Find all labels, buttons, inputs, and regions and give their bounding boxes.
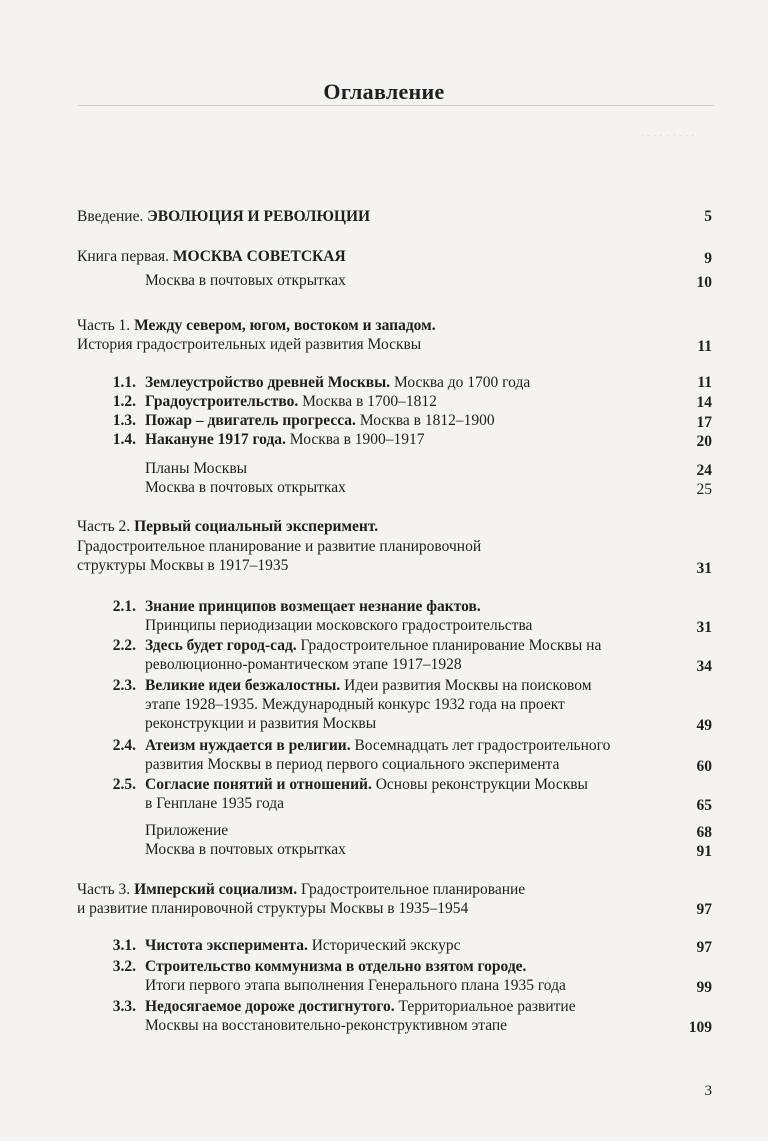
section-title: Накануне 1917 года. [145,431,286,448]
page-number: 11 [697,338,712,355]
section-title: Здесь будет город-сад. [145,637,297,654]
show-through-texture: · · · · · · · · · [640,130,695,142]
page-number: 10 [696,274,712,291]
entry-prefix: Часть 2. [77,518,131,535]
section-title: Градоустроительство. [145,393,299,410]
section-subtitle: Москвы на восстановительно-реконструктивном этапе [145,1017,508,1034]
section-title: Строительство коммунизма в отдельно взятом городе. [145,958,527,975]
page-number: 49 [696,717,712,734]
toc-subentry: Москва в почтовых открытках [145,841,346,858]
section-title: Пожар – двигатель прогресса. [145,412,356,429]
section-subtitle: Москва в 1812–1900 [359,412,495,429]
section-subtitle: реконструкции и развития Москвы [145,715,377,732]
toc-subentry: Москва в почтовых открытках [145,479,346,496]
page-number: 17 [696,414,712,431]
section-subtitle: Градостроительное планирование Москвы на [300,637,602,654]
toc-entry-part3 [77,880,525,900]
section-title: Великие идеи безжалостны. [145,677,341,694]
title-underline [78,105,714,106]
page-number: 25 [696,481,712,498]
toc-section [145,736,610,756]
section-subtitle: Принципы периодизации московского градостроительства [145,617,533,634]
section-number: 1.2. [112,393,136,410]
entry-title: ЭВОЛЮЦИЯ И РЕВОЛЮЦИИ [147,208,371,225]
section-subtitle: Восемнадцать лет градостроительного [354,737,611,754]
section-subtitle: Москва в 1900–1917 [289,431,425,448]
page-number: 24 [696,462,712,479]
entry-title: Первый социальный эксперимент. [134,518,379,535]
folio-page-number: 3 [704,1083,712,1099]
toc-entry-intro [77,207,370,227]
section-subtitle: в Генплане 1935 года [145,795,285,812]
entry-subtitle: Градостроительное планирование и развитие планировочной [77,538,482,555]
entry-subtitle: Градостроительное планирование [300,881,526,898]
page-number: 9 [704,250,712,267]
page-number: 99 [696,979,712,996]
section-number: 2.5. [112,776,136,793]
entry-subtitle: и развитие планировочной структуры Москвы в 1935–1954 [77,900,469,917]
entry-subtitle: структуры Москвы в 1917–1935 [77,557,289,574]
page-number: 68 [696,824,712,841]
page-number: 60 [696,758,712,775]
toc-entry-book1 [77,247,346,267]
section-number: 1.1. [112,374,136,391]
section-number: 1.3. [112,412,136,429]
section-number: 3.3. [112,998,136,1015]
section-number: 1.4. [112,431,136,448]
section-title: Атеизм нуждается в религии. [145,737,351,754]
section-subtitle: революционно-романтическом этапе 1917–1928 [145,656,462,673]
toc-section [145,775,588,795]
section-subtitle: Москва в 1700–1812 [302,393,437,410]
page-number: 11 [697,374,712,391]
section-number: 2.4. [112,737,136,754]
section-number: 2.1. [112,598,136,615]
toc-entry-part1 [77,316,436,336]
section-number: 3.2. [112,958,136,975]
toc-section [145,997,576,1017]
section-subtitle: Москва до 1700 года [393,374,531,391]
entry-subtitle: История градостроительных идей развития Москвы [77,336,422,353]
page-number: 31 [696,619,712,636]
page-number: 97 [696,939,712,956]
entry-title: Между севером, югом, востоком и западом. [134,317,436,334]
section-title: Землеустройство древней Москвы. [145,374,391,391]
page-title: Оглавление [323,79,445,104]
section-number: 2.2. [112,637,136,654]
entry-prefix: Введение. [77,208,144,225]
section-subtitle: Основы реконструкции Москвы [375,776,588,793]
page-number: 109 [688,1019,712,1036]
page-number: 91 [696,843,712,860]
page-number: 65 [696,797,712,814]
section-subtitle: Идеи развития Москвы на поисковом [344,677,592,694]
entry-prefix: Книга первая. [77,248,169,265]
page-number: 20 [696,433,712,450]
toc-section [145,373,530,393]
page-number: 34 [696,658,712,675]
toc-section [145,392,437,412]
toc-subentry: Москва в почтовых открытках [145,272,346,289]
page-number: 5 [704,208,712,225]
section-subtitle: Территориальное развитие [398,998,576,1015]
section-title: Согласие понятий и отношений. [145,776,372,793]
toc-entry-part2 [77,517,378,537]
entry-title: МОСКВА СОВЕТСКАЯ [172,248,346,265]
section-number: 3.1. [112,937,136,954]
toc-section [145,936,460,956]
page-number: 14 [696,394,712,411]
page-number: 31 [696,560,712,577]
toc-subentry: Планы Москвы [145,460,248,477]
section-title: Недосягаемое дороже достигнутого. [145,998,395,1015]
toc-section [145,676,592,696]
page-number: 97 [696,901,712,918]
section-title: Чистота эксперимента. [145,937,308,954]
toc-section [145,597,481,617]
section-subtitle: развития Москвы в период первого социального эксперимента [145,756,560,773]
section-number: 2.3. [112,677,136,694]
toc-section [145,636,601,656]
toc-subentry: Приложение [145,822,229,839]
entry-title: Имперский социализм. [134,881,298,898]
toc-section [145,430,425,450]
toc-section [145,957,526,977]
section-subtitle: Итоги первого этапа выполнения Генерального плана 1935 года [145,977,566,994]
entry-prefix: Часть 3. [77,881,131,898]
section-title: Знание принципов возмещает незнание фактов. [145,598,481,615]
toc-section [145,411,495,431]
section-subtitle: Исторический экскурс [311,937,461,954]
entry-prefix: Часть 1. [77,317,131,334]
section-subtitle: этапе 1928–1935. Международный конкурс 1932 года на проект [145,696,565,713]
